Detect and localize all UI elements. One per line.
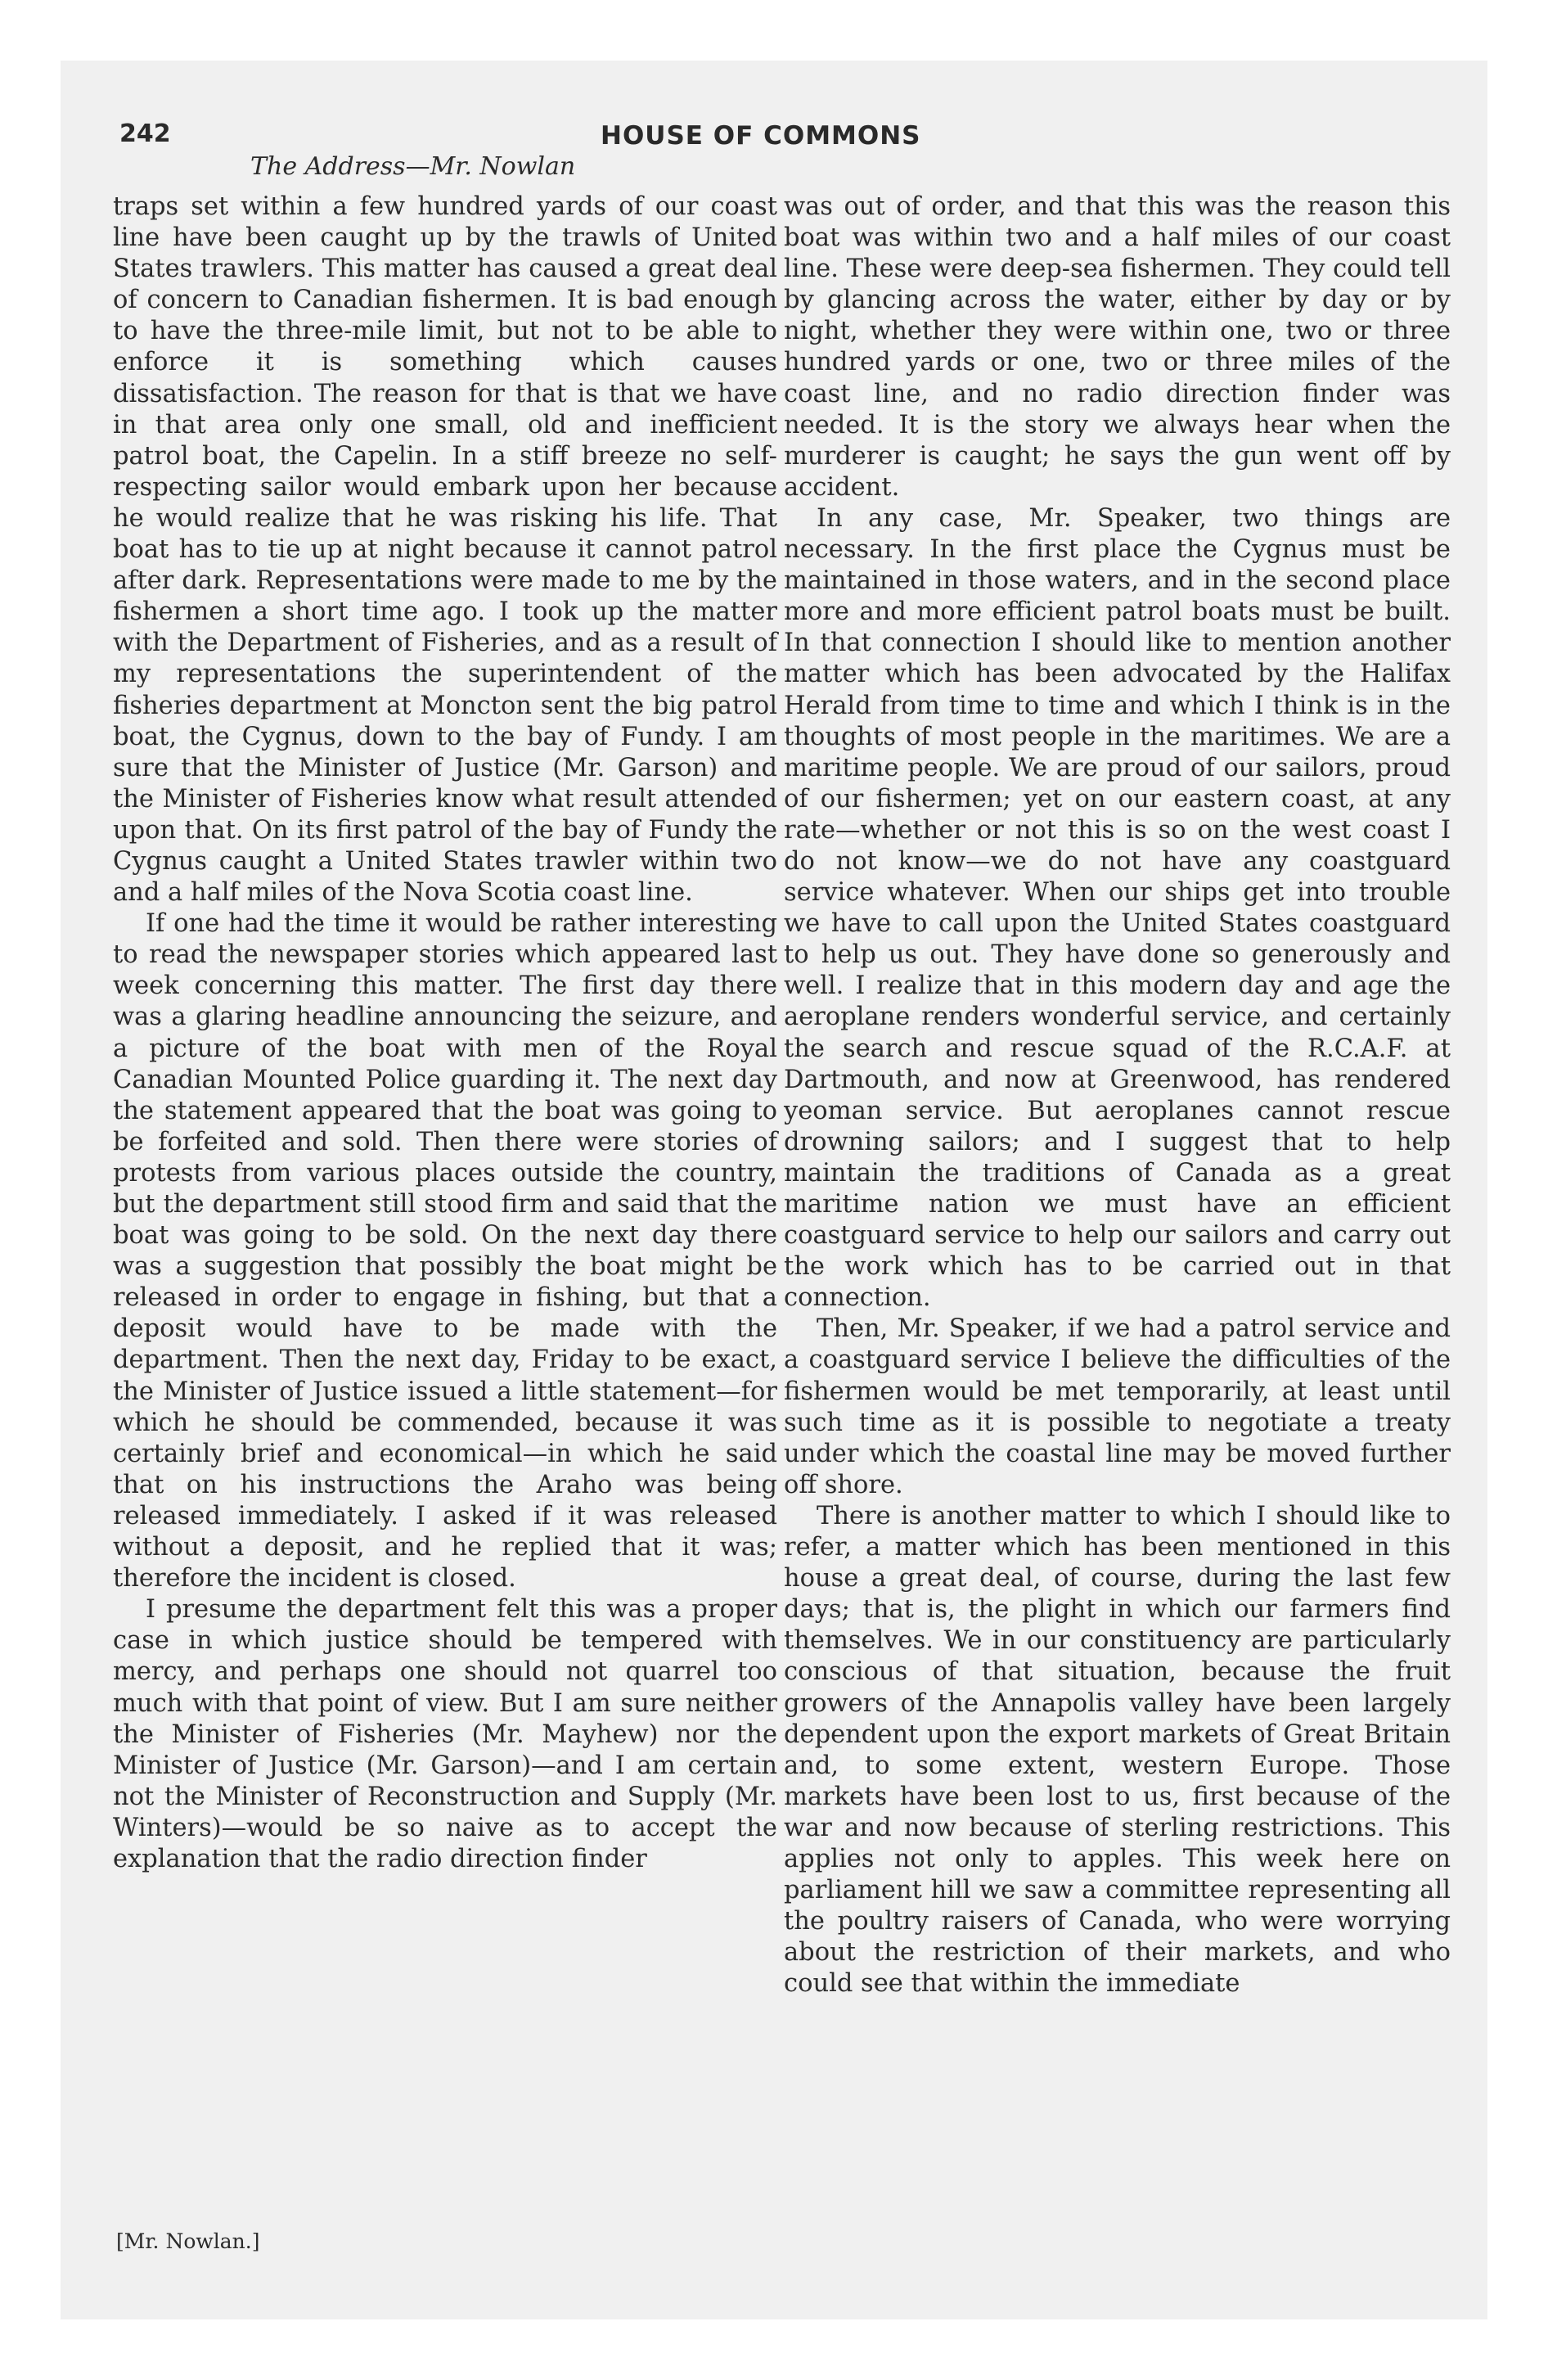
page-number: 242 (119, 119, 171, 148)
speaker-reference: [Mr. Nowlan.] (116, 2229, 260, 2253)
document-page (61, 61, 1487, 2319)
paragraph: I presume the department felt this was a proper case in which justice should be tempered with mercy, and perhaps one should not quarrel too much with that point of view. But I am sure neither the Minister of Fisheries (Mr. Mayhew) nor the Minister of Justice (Mr. Garson)—and I am certain not the Minister of Reconstruction and Supply (Mr. Winters)—would be so naive as to accept the explanation that the radio direction finder (113, 1595, 777, 1873)
right-column (784, 192, 1451, 1999)
publication-title: HOUSE OF COMMONS (601, 121, 921, 151)
paragraph: There is another matter to which I should like to refer, a matter which has been mentioned in this house a great deal, of course, during the last few days; that is, the plight in which our farmers find themselves. We in our constituency are particularly conscious of that situation, because the fruit growers of the Annapolis valley have been largely dependent upon the export markets of Great Britain and, to some extent, western Europe. Those markets have been lost to us, first because of the war and now because of sterling restrictions. This applies not only to apples. This week here on parliament hill we saw a committee representing all the poultry raisers of Canada, who were worrying about the restriction of their markets, and who could see that within the immediate (784, 1501, 1451, 1999)
paragraph: traps set within a few hundred yards of our coast line have been caught up by the trawls of United States trawlers. This matter has caused a great deal of concern to Canadian fishermen. It is bad enough to have the three-mile limit, but not to be able to enforce it is something which causes dissatisfaction. The reason for that is that we have in that area only one small, old and inefficient patrol boat, the Capelin. In a stiff breeze no self-respecting sailor would embark upon her because he would realize that he was risking his life. That boat has to tie up at night because it cannot patrol after dark. Representations were made to me by the fishermen a short time ago. I took up the matter with the Department of Fisheries, and as a result of my representations the superintendent of the fisheries department at Moncton sent the big patrol boat, the Cygnus, down to the bay of Fundy. I am sure that the Minister of Justice (Mr. Garson) and the Minister of Fisheries know what result attended upon that. On its first patrol of the bay of Fundy the Cygnus caught a United States trawler within two and a half miles of the Nova Scotia coast line. (113, 192, 777, 908)
running-head: The Address—Mr. Nowlan (250, 152, 576, 181)
paragraph: If one had the time it would be rather interesting to read the newspaper stories which appeared last week concerning this matter. The first day there was a glaring headline announcing the seizure, and a picture of the boat with men of the Royal Canadian Mounted Police guarding it. The next day the statement appeared that the boat was going to be forfeited and sold. Then there were stories of protests from various places outside the country, but the department still stood firm and said that the boat was going to be sold. On the next day there was a suggestion that possibly the boat might be released in order to engage in fishing, but that a deposit would have to be made with the department. Then the next day, Friday to be exact, the Minister of Justice issued a little statement—for which he should be commended, because it was certainly brief and economical—in which he said that on his instructions the Araho was being released immediately. I asked if it was released without a deposit, and he replied that it was; therefore the incident is closed. (113, 909, 777, 1593)
paragraph: was out of order, and that this was the reason this boat was within two and a half miles of our coast line. These were deep-sea fishermen. They could tell by glancing across the water, either by day or by night, whether they were within one, two or three hundred yards or one, two or three miles of the coast line, and no radio direction finder was needed. It is the story we always hear when the murderer is caught; he says the gun went off by accident. (784, 192, 1451, 502)
paragraph: Then, Mr. Speaker, if we had a patrol service and a coastguard service I believe the difficulties of the fishermen would be met temporarily, at least until such time as it is possible to negotiate a treaty under which the coastal line may be moved further off shore. (784, 1314, 1451, 1499)
paragraph: In any case, Mr. Speaker, two things are necessary. In the first place the Cygnus must be maintained in those waters, and in the second place more and more efficient patrol boats must be built. In that connection I should like to mention another matter which has been advocated by the Halifax Herald from time to time and which I think is in the thoughts of most people in the maritimes. We are a maritime people. We are proud of our sailors, proud of our fishermen; yet on our eastern coast, at any rate—whether or not this is so on the west coast I do not know—we do not have any coastguard service whatever. When our ships get into trouble we have to call upon the United States coastguard to help us out. They have done so generously and well. I realize that in this modern day and age the aeroplane renders wonderful service, and certainly the search and rescue squad of the R.C.A.F. at Dartmouth, and now at Greenwood, has rendered yeoman service. But aeroplanes cannot rescue drowning sailors; and I suggest that to help maintain the traditions of Canada as a great maritime nation we must have an efficient coastguard service to help our sailors and carry out the work which has to be carried out in that connection. (784, 503, 1451, 1313)
left-column (113, 192, 777, 1875)
